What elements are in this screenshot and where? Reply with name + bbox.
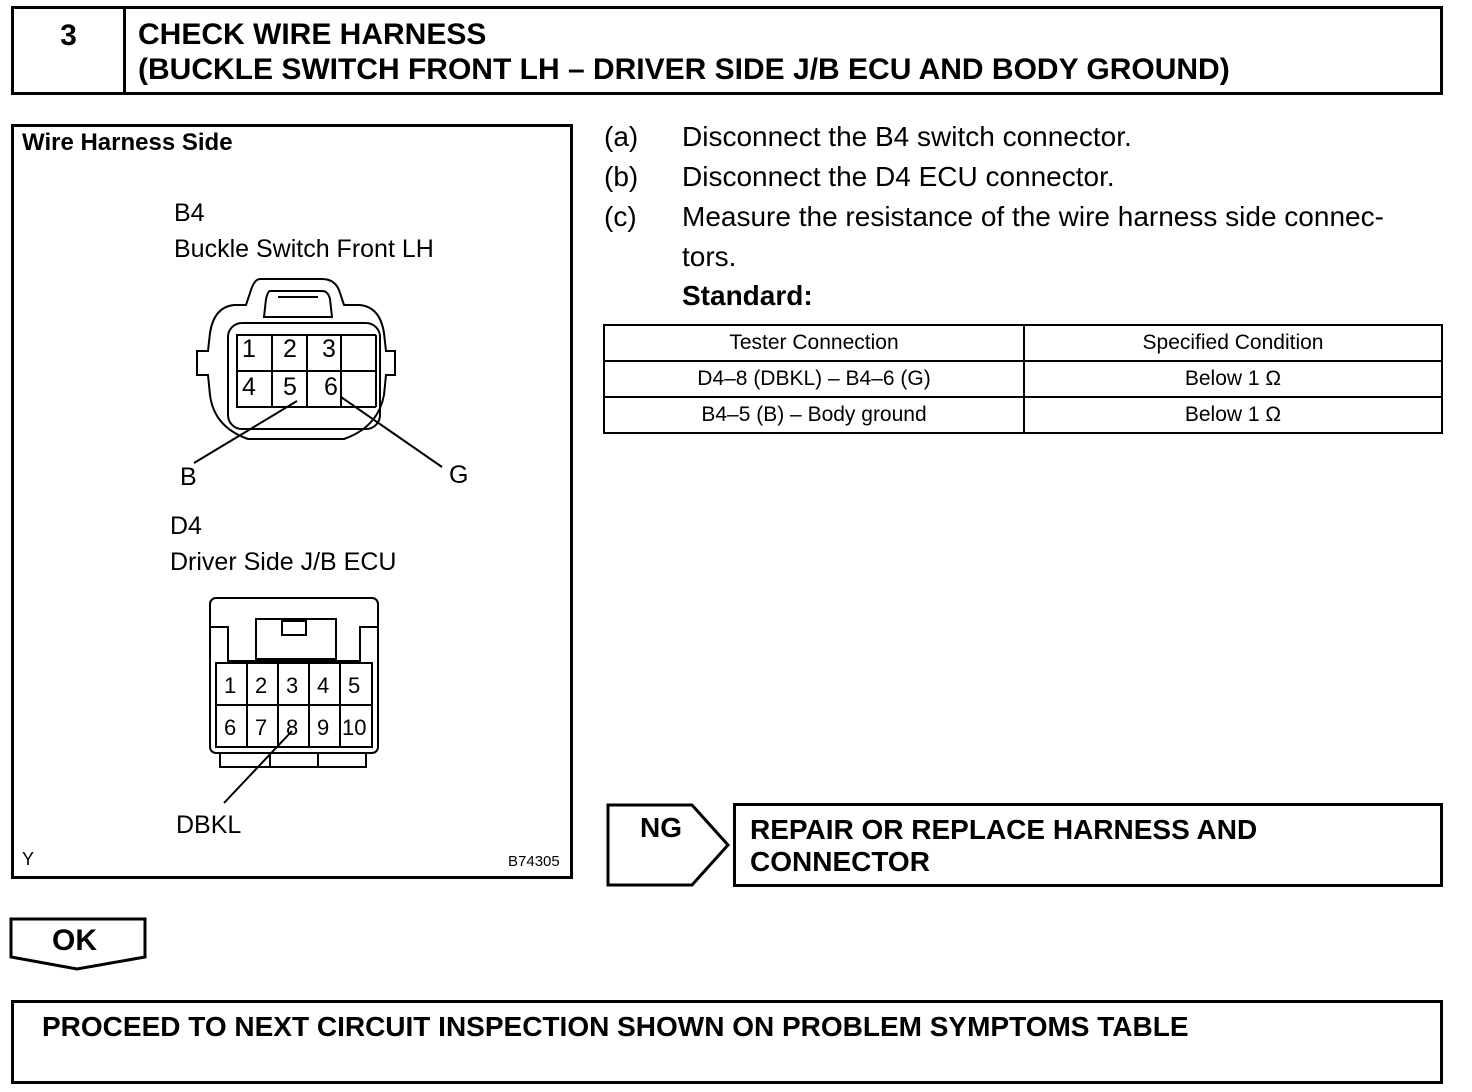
figure-id: B74305 [508,853,560,870]
step-c-text-line1: Measure the resistance of the wire harness side connec- [682,201,1384,232]
final-action-text: PROCEED TO NEXT CIRCUIT INSPECTION SHOWN ON PROBLEM SYMPTOMS TABLE [42,1011,1189,1042]
ng-action-box [733,803,1443,887]
d4-pin-6: 6 [224,715,237,740]
d4-pin-2: 2 [255,673,268,698]
step-a-letter: (a) [604,121,639,152]
b4-wire-b-leader [194,401,297,463]
step-c-text-line2: tors. [682,241,737,272]
connector-figure [11,124,573,879]
table-cell: D4–8 (DBKL) – B4–6 (G) [604,361,1024,397]
ok-label: OK [52,924,97,957]
d4-pin-7: 7 [255,715,268,740]
step-title-line1: CHECK WIRE HARNESS [138,18,487,51]
table-header-cell: Tester Connection [604,325,1024,361]
b4-pin-1: 1 [242,335,256,363]
figure-corner-mark: Y [22,849,35,869]
step-a-text: Disconnect the B4 switch connector. [682,121,1132,152]
b4-pin-6: 6 [324,373,338,401]
step-header [11,6,1443,95]
table-header-cell: Specified Condition [1024,325,1442,361]
standard-label: Standard: [682,280,813,311]
d4-pin-8: 8 [286,715,299,740]
step-title [138,17,1230,87]
b4-pin-2: 2 [283,335,297,363]
step-number: 3 [14,9,126,92]
table-cell: Below 1 Ω [1024,397,1442,433]
d4-code: D4 [170,512,202,540]
step-c-letter: (c) [604,201,637,232]
step-title-line2: (BUCKLE SWITCH FRONT LH – DRIVER SIDE J/B ECU AND BODY GROUND) [138,53,1230,86]
d4-pin-3: 3 [286,673,299,698]
table-cell: B4–5 (B) – Body ground [604,397,1024,433]
b4-code: B4 [174,199,205,227]
b4-name: Buckle Switch Front LH [174,235,434,263]
d4-pin-5: 5 [348,673,361,698]
b4-wire-b-label: B [180,463,197,491]
ng-action-line1: REPAIR OR REPLACE HARNESS AND [750,814,1258,845]
d4-pin-1: 1 [224,673,237,698]
d4-wire-dbkl-label: DBKL [176,811,242,839]
b4-pin-4: 4 [242,373,256,401]
b4-wire-g-label: G [449,461,469,489]
d4-pin-4: 4 [317,673,330,698]
ng-label: NG [640,812,682,843]
spec-table [603,324,1443,434]
step-b-letter: (b) [604,161,639,192]
ng-action-line2: CONNECTOR [750,846,930,877]
d4-name: Driver Side J/B ECU [170,548,397,576]
d4-pin-9: 9 [317,715,330,740]
table-cell: Below 1 Ω [1024,361,1442,397]
figure-title: Wire Harness Side [22,129,233,156]
step-b-text: Disconnect the D4 ECU connector. [682,161,1115,192]
d4-pin-10: 10 [342,715,367,740]
table-header-row [604,325,1442,361]
b4-pin-5: 5 [283,373,297,401]
table-row [604,397,1442,433]
final-action-box [11,1000,1443,1084]
b4-wire-g-leader [341,397,442,467]
table-row [604,361,1442,397]
b4-pin-3: 3 [322,335,336,363]
ng-action-text [750,814,1257,878]
